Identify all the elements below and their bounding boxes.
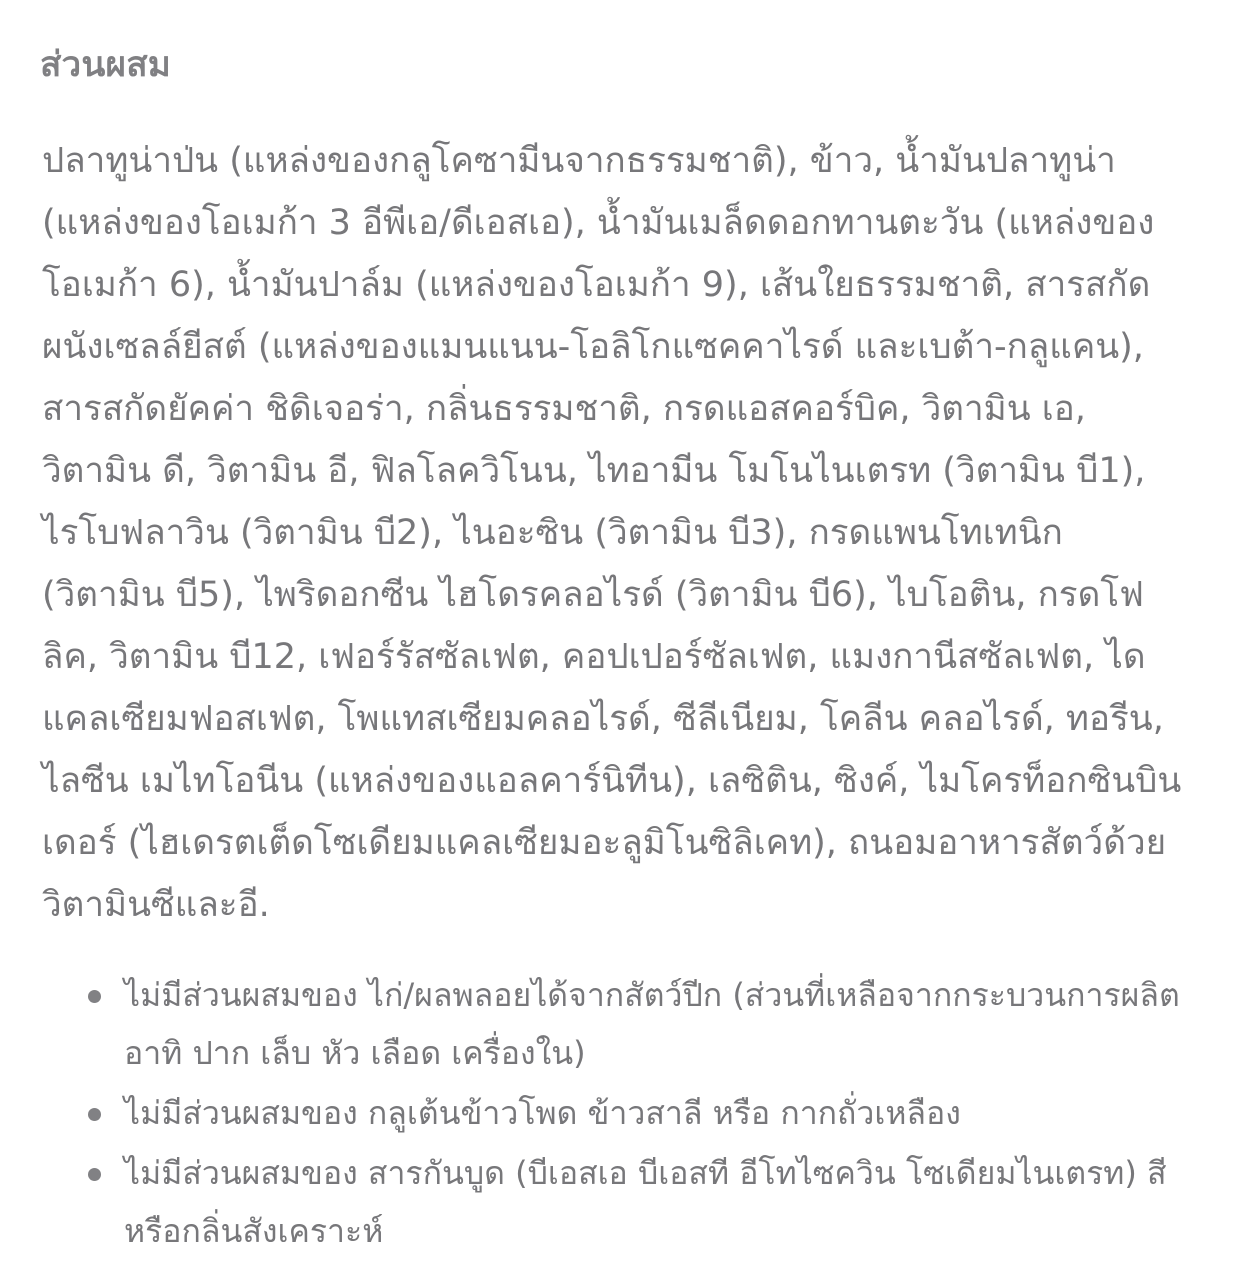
list-item (40, 966, 1182, 1082)
ingredients-paragraph: ปลาทูน่าป่น (แหล่งของกลูโคซามีนจากธรรมชาติ), ข้าว, น้ำมันปลาทูน่า (แหล่งของโอเมก้า 3 อีพีเอ/ดีเอสเอ), น้ำมันเมล็ดดอกทานตะวัน (แหล่งของโอเมก้า 6), น้ำมันปาล์ม (แหล่งของโอเมก้า 9), เส้นใยธรรมชาติ, สารสกัดผนังเซลล์ยีสต์ (แหล่งของแมนแนน-โอลิโกแซคคาไรด์ และเบต้า-กลูแคน), สารสกัดยัคค่า ชิดิเจอร่า, กลิ่นธรรมชาติ, กรดแอสคอร์บิค, วิตามิน เอ, วิตามิน ดี, วิตามิน อี, ฟิลโลควิโนน, ไทอามีน โมโนไนเตรท (วิตามิน บี1), ไรโบฟลาวิน (วิตามิน บี2), ไนอะซิน (วิตามิน บี3), กรดแพนโทเทนิก (วิตามิน บี5), ไพริดอกซีน ไฮโดรคลอไรด์ (วิตามิน บี6), ไบโอติน, กรดโฟลิค, วิตามิน บี12, เฟอร์รัสซัลเฟต, คอปเปอร์ซัลเฟต, แมงกานีสซัลเฟต, ไดแคลเซียมฟอสเฟต, โพแทสเซียมคลอไรด์, ซีลีเนียม, โคลีน คลอไรด์, ทอรีน, ไลซีน เมไทโอนีน (แหล่งของแอลคาร์นิทีน), เลซิติน, ซิงค์, ไมโครท็อกซินบินเดอร์ (ไฮเดรตเต็ดโซเดียมแคลเซียมอะลูมิโนซิลิเคท), ถนอมอาหารสัตว์ด้วยวิตามินซีและอี. (42, 141, 1182, 925)
bullet-dot-icon (88, 1168, 101, 1181)
list-item-label: ไม่มีส่วนผสมของ กลูเต้นข้าวโพด ข้าวสาลี หรือ กากถั่วเหลือง (124, 1094, 961, 1132)
claims-list (40, 966, 1182, 1260)
page-title: ส่วนผสม (40, 45, 172, 85)
bullet-dot-icon (88, 1108, 101, 1121)
list-item-label: ไม่มีส่วนผสมของ สารกันบูด (บีเอสเอ บีเอสที อีโทไซควิน โซเดียมไนเตรท) สี หรือกลิ่นสังเคราะห์ (124, 1154, 1167, 1250)
bullet-dot-icon (88, 990, 101, 1003)
list-item (40, 1084, 1182, 1142)
list-item (40, 1144, 1182, 1260)
list-item-label: ไม่มีส่วนผสมของ ไก่/ผลพลอยได้จากสัตว์ปีก (ส่วนที่เหลือจากกระบวนการผลิต อาทิ ปาก เล็บ หัว เลือด เครื่องใน) (124, 976, 1180, 1072)
